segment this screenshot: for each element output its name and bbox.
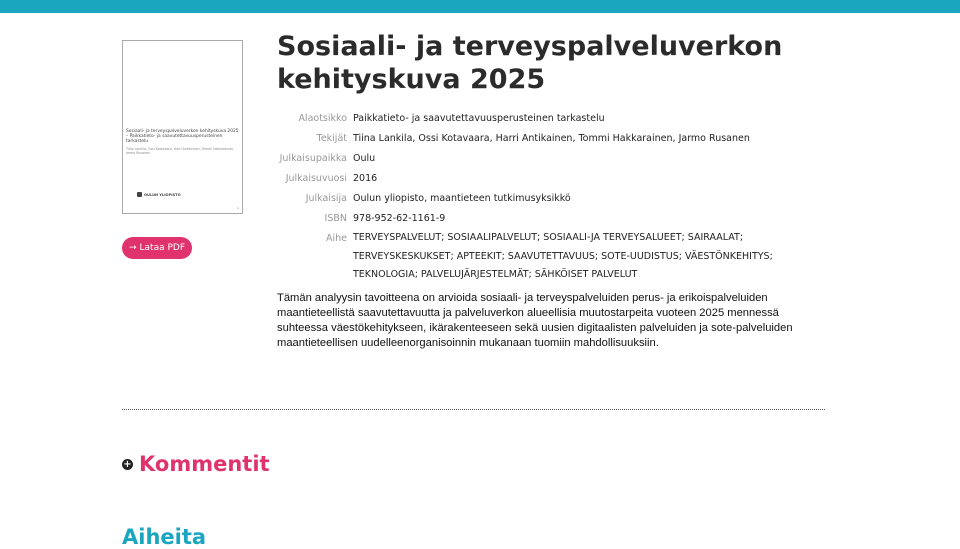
publication-cover-thumbnail[interactable] [122,40,243,214]
cover-logo [137,192,181,197]
meta-value: TERVEYSPALVELUT; SOSIAALIPALVELUT; SOSIAALI-JA TERVEYSALUEET; SAIRAALAT; TERVEYSKESKUKSET; APTEEKIT; SAAVUTETTAVUUS; SOTE-UUDISTUS; VÄESTÖNKEHITYS; TEKNOLOGIA; PALVELUJÄRJESTELMÄT; SÄHKÖISET PALVELUT [353,232,773,280]
meta-key: Julkaisija [305,193,347,204]
top-accent-bar [0,0,960,13]
cover-logo-text: OULUN YLIOPISTO [144,192,181,197]
meta-value: Oulu [353,153,376,164]
meta-key: ISBN [324,213,347,224]
cover-page-number: 1 [237,206,239,210]
meta-row-subjects [277,229,837,285]
meta-key: Julkaisupaikka [279,153,347,164]
comments-heading: Kommentit [139,452,270,476]
cover-title: Sosiaali- ja terveyspalveluverkon kehityskuva 2025 – Paikkatieto- ja saavutettavuusperusteinen tarkastelu [126,129,239,145]
meta-row-publisher [277,189,837,209]
meta-key: Alaotsikko [298,113,347,124]
arrow-right-icon: → [128,243,137,253]
meta-row-subtitle [277,109,837,129]
meta-row-place [277,149,837,169]
meta-row-year [277,169,837,189]
meta-value: Oulun yliopisto, maantieteen tutkimusyksikkö [353,193,571,204]
topics-heading: Aiheita [122,525,207,549]
meta-key: Tekijät [316,133,347,144]
metadata-table [277,109,837,285]
meta-key: Aihe [325,233,347,244]
meta-value: Paikkatieto- ja saavutettavuusperusteinen tarkastelu [353,113,605,124]
download-pdf-label: Lataa PDF [139,243,186,253]
download-pdf-button[interactable] [122,237,192,259]
section-divider [122,409,825,410]
meta-key: Julkaisuvuosi [285,173,347,184]
plus-circle-icon: + [123,458,132,470]
university-logo-icon [137,192,142,197]
page-title: Sosiaali- ja terveyspalveluverkon kehityskuva 2025 [277,31,783,95]
meta-row-authors [277,129,837,149]
meta-value: 2016 [353,173,378,184]
abstract-text: Tämän analyysin tavoitteena on arvioida sosiaali- ja terveyspalveluiden perus- ja erikoispalveluiden maantieteellistä saavutettavuutta ja palveluverkon alueellisia muutostarpeita vuoteen 2025 mennessä suhteessa väestökehitykseen, ikärakenteeseen sekä uusien digitaalisten palveluiden ja sote-palveluiden maantieteellisen uudelleenorganisoinnin mukanaan tuomiin mahdollisuuksiin. [277,292,793,349]
comments-toggle[interactable] [122,452,270,476]
meta-value: 978-952-62-1161-9 [353,213,446,224]
meta-row-isbn [277,209,837,229]
cover-authors: Tiina Lankila, Ossi Kotavaara, Harri Antikainen, Tommi Hakkarainen, Jarmo Rusanen [126,147,235,155]
meta-value: Tiina Lankila, Ossi Kotavaara, Harri Antikainen, Tommi Hakkarainen, Jarmo Rusanen [353,133,750,144]
